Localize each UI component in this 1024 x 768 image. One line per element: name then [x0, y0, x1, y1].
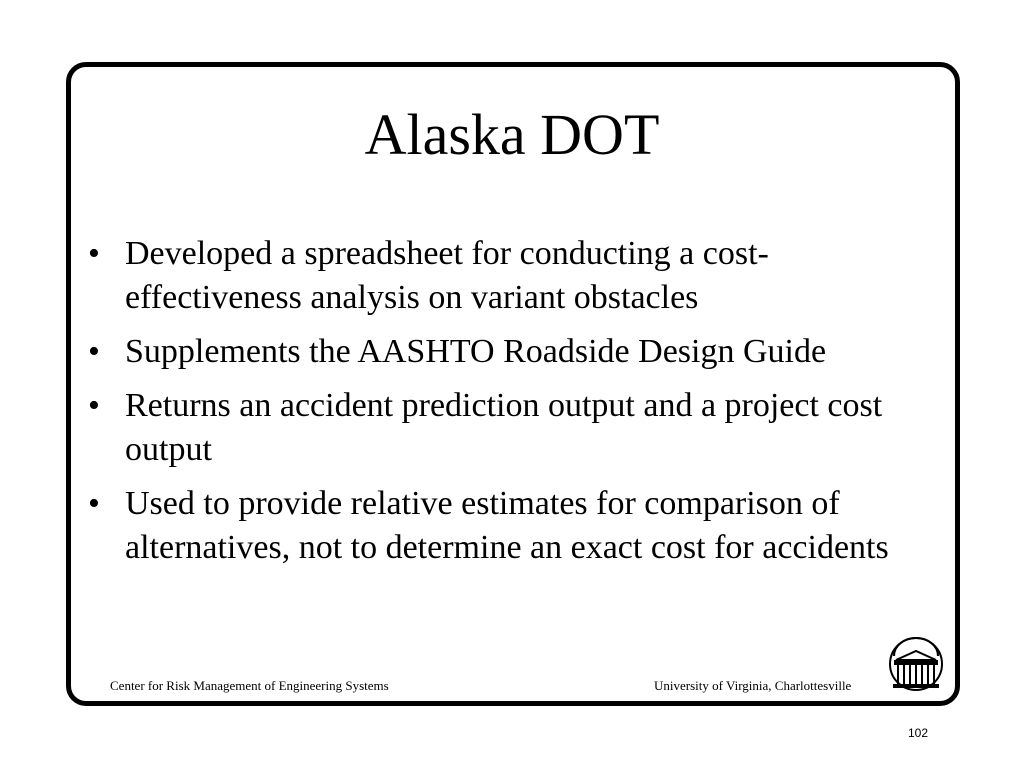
page-number: 102 — [908, 726, 929, 740]
bullet-icon: • — [88, 485, 100, 522]
university-rotunda-icon — [886, 634, 946, 692]
bullet-text: Used to provide relative estimates for comparison of alternatives, not to determine an exact cost for accidents — [125, 485, 889, 566]
bullet-list — [88, 232, 928, 580]
bullet-icon: • — [88, 333, 100, 370]
bullet-text: Developed a spreadsheet for conducting a cost-effectiveness analysis on variant obstacles — [125, 235, 769, 316]
bullet-text: Returns an accident prediction output and a project cost output — [125, 387, 883, 468]
bullet-icon: • — [88, 387, 100, 424]
bullet-icon: • — [88, 235, 100, 272]
footer-organization: Center for Risk Management of Engineering Systems — [110, 678, 389, 693]
footer-university: University of Virginia, Charlottesville — [654, 678, 852, 693]
bullet-item — [88, 482, 928, 570]
slide-title: Alaska DOT — [364, 102, 660, 167]
bullet-text: Supplements the AASHTO Roadside Design Guide — [125, 333, 827, 370]
bullet-item — [88, 384, 928, 472]
bullet-item — [88, 330, 928, 374]
bullet-item — [88, 232, 928, 320]
